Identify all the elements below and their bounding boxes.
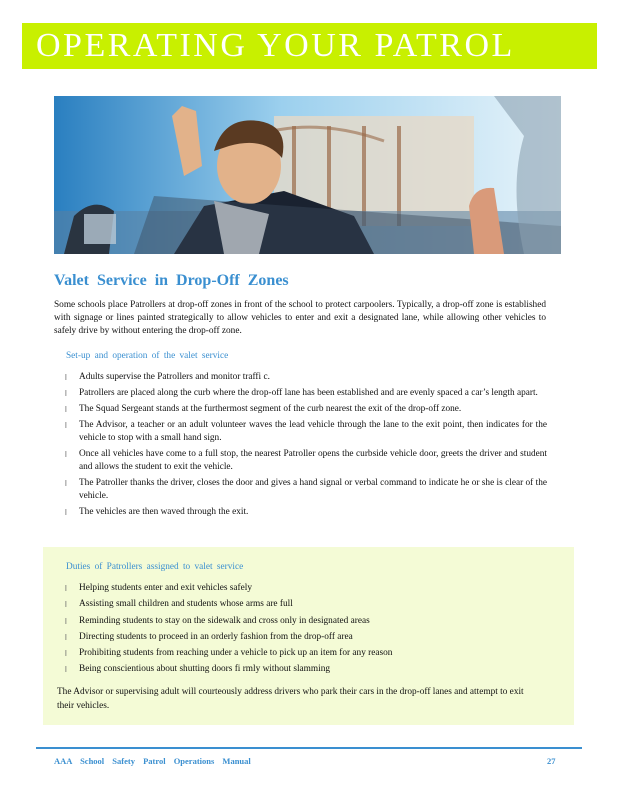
bullet-icon: l bbox=[65, 508, 67, 517]
bullet-icon: l bbox=[65, 389, 67, 398]
list-item: l Helping students enter and exit vehicles safely bbox=[65, 583, 252, 593]
duties-box bbox=[43, 547, 574, 725]
setup-subheading: Set-up and operation of the valet service bbox=[66, 351, 229, 361]
bullet-icon: l bbox=[65, 665, 67, 675]
bullet-icon: l bbox=[65, 649, 67, 659]
list-item: l The Patroller thanks the driver, closes the door and gives a hand signal or verbal command to indicate he or she is clear of the vehicle. bbox=[65, 478, 547, 501]
list-item: l Patrollers are placed along the curb where the drop-off lane has been established and are evenly spaced a car’s length apart. bbox=[65, 388, 538, 398]
list-item: l Prohibiting students from reaching under a vehicle to pick up an item for any reason bbox=[65, 648, 393, 659]
list-item: l The Advisor, a teacher or an adult volunteer waves the lead vehicle through the lane to the exit point, then indicates for the vehicle to stop with a small hand sign. bbox=[65, 420, 547, 443]
list-item: l The Squad Sergeant stands at the furthermost segment of the curb nearest the exit of the drop-off zone. bbox=[65, 404, 462, 414]
list-item: l The vehicles are then waved through the exit. bbox=[65, 507, 249, 517]
bullet-icon: l bbox=[65, 450, 67, 459]
bullet-icon: l bbox=[65, 616, 67, 626]
list-item: l Adults supervise the Patrollers and monitor traffi c. bbox=[65, 372, 270, 382]
page-number: 27 bbox=[547, 756, 556, 766]
list-item: l Reminding students to stay on the sidewalk and cross only in designated areas bbox=[65, 615, 370, 626]
bullet-icon: l bbox=[65, 405, 67, 414]
header-banner bbox=[22, 23, 597, 69]
closing-paragraph: The Advisor or supervising adult will courteously address drivers who park their cars in the drop-off lanes and attempt to exit their vehicles. bbox=[57, 687, 524, 711]
list-item: l Directing students to proceed in an orderly fashion from the drop-off area bbox=[65, 631, 353, 642]
footer-divider bbox=[36, 747, 582, 749]
setup-list bbox=[65, 371, 547, 522]
footer-title: AAA School Safety Patrol Operations Manual bbox=[54, 756, 251, 766]
bullet-icon: l bbox=[65, 373, 67, 382]
list-item: l Being conscientious about shutting doors fi rmly without slamming bbox=[65, 664, 330, 675]
bullet-icon: l bbox=[65, 479, 67, 488]
section-heading: Valet Service in Drop-Off Zones bbox=[54, 272, 289, 289]
page-title: OPERATING YOUR PATROL bbox=[36, 27, 515, 64]
intro-paragraph: Some schools place Patrollers at drop-off zones in front of the school to protect carpoolers. Typically, a drop-off zone is established with signage or lines painted strategically to allow vehicles to enter and exit a designated lane, while allowing other vehicles to safely drive by without entering the drop-off zone. bbox=[54, 300, 546, 336]
duties-list bbox=[65, 582, 555, 680]
bullet-icon: l bbox=[65, 600, 67, 610]
duties-subheading: Duties of Patrollers assigned to valet service bbox=[66, 562, 244, 572]
bullet-icon: l bbox=[65, 584, 67, 593]
hero-photo bbox=[54, 96, 561, 254]
list-item: l Once all vehicles have come to a full stop, the nearest Patroller opens the curbside vehicle door, greets the driver and student and allows the student to exit the vehicle. bbox=[65, 449, 547, 472]
list-item: l Assisting small children and students whose arms are full bbox=[65, 599, 293, 610]
bullet-icon: l bbox=[65, 421, 67, 430]
bullet-icon: l bbox=[65, 632, 67, 642]
